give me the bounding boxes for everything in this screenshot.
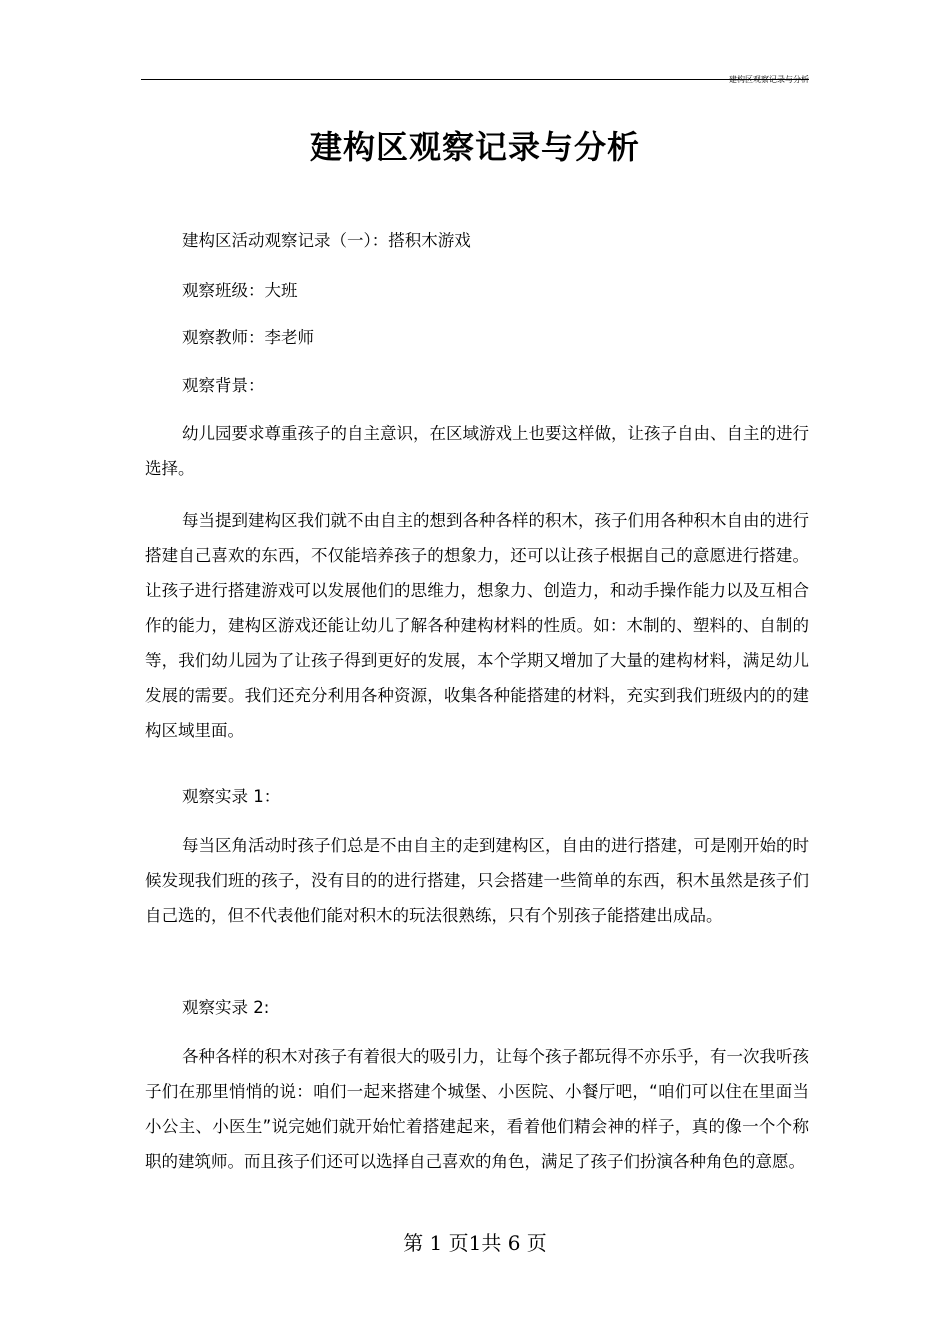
background-heading: 观察背景： [182,376,265,395]
observing-teacher: 观察教师：李老师 [182,328,314,347]
document-title: 建构区观察记录与分析 [309,128,640,167]
background-paragraph-2: 每当提到建构区我们就不由自主的想到各种各样的积木，孩子们用各种积木自由的进行搭建自己喜欢的东西，不仅能培养孩子的想象力，还可以让孩子根据自己的意愿进行搭建。让孩子进行搭建游戏可以发展他们的思维力，想象力、创造力，和动手操作能力以及互相合作的能力，建构区游戏还能让幼儿了解各种建构材料的性质。如：木制的、塑料的、自制的等，我们幼儿园为了让孩子得到更好的发展，本个学期又增加了大量的建构材料，满足幼儿发展的需要。我们还充分利用各种资源，收集各种能搭建的材料，充实到我们班级内的的建构区域里面。 [145,511,809,740]
record-heading: 建构区活动观察记录（一）：搭积木游戏 [182,231,471,250]
observation-1-heading: 观察实录 1： [182,787,281,806]
header-rule [141,79,809,80]
observation-2-paragraph: 各种各样的积木对孩子有着很大的吸引力，让每个孩子都玩得不亦乐乎，有一次我听孩子们在那里悄悄的说：咱们一起来搭建个城堡、小医院、小餐厅吧，“咱们可以住在里面当小公主、小医生”说完她们就开始忙着搭建起来，看着他们精会神的样子，真的像一个个称职的建筑师。而且孩子们还可以选择自己喜欢的角色，满足了孩子们扮演各种角色的意愿。 [145,1047,809,1171]
observation-1-paragraph: 每当区角活动时孩子们总是不由自主的走到建构区，自由的进行搭建，可是刚开始的时候发现我们班的孩子，没有目的的进行搭建，只会搭建一些简单的东西，积木虽然是孩子们自己选的，但不代表他们能对积木的玩法很熟练，只有个别孩子能搭建出成品。 [145,836,809,925]
page-number: 第 1 页1共 6 页 [403,1231,547,1255]
background-paragraph-1: 幼儿园要求尊重孩子的自主意识，在区域游戏上也要这样做，让孩子自由、自主的进行选择。 [145,424,809,478]
observation-2-heading: 观察实录 2: [182,998,270,1017]
running-header: 建构区观察记录与分析 [729,75,809,84]
observed-class: 观察班级：大班 [182,281,298,300]
